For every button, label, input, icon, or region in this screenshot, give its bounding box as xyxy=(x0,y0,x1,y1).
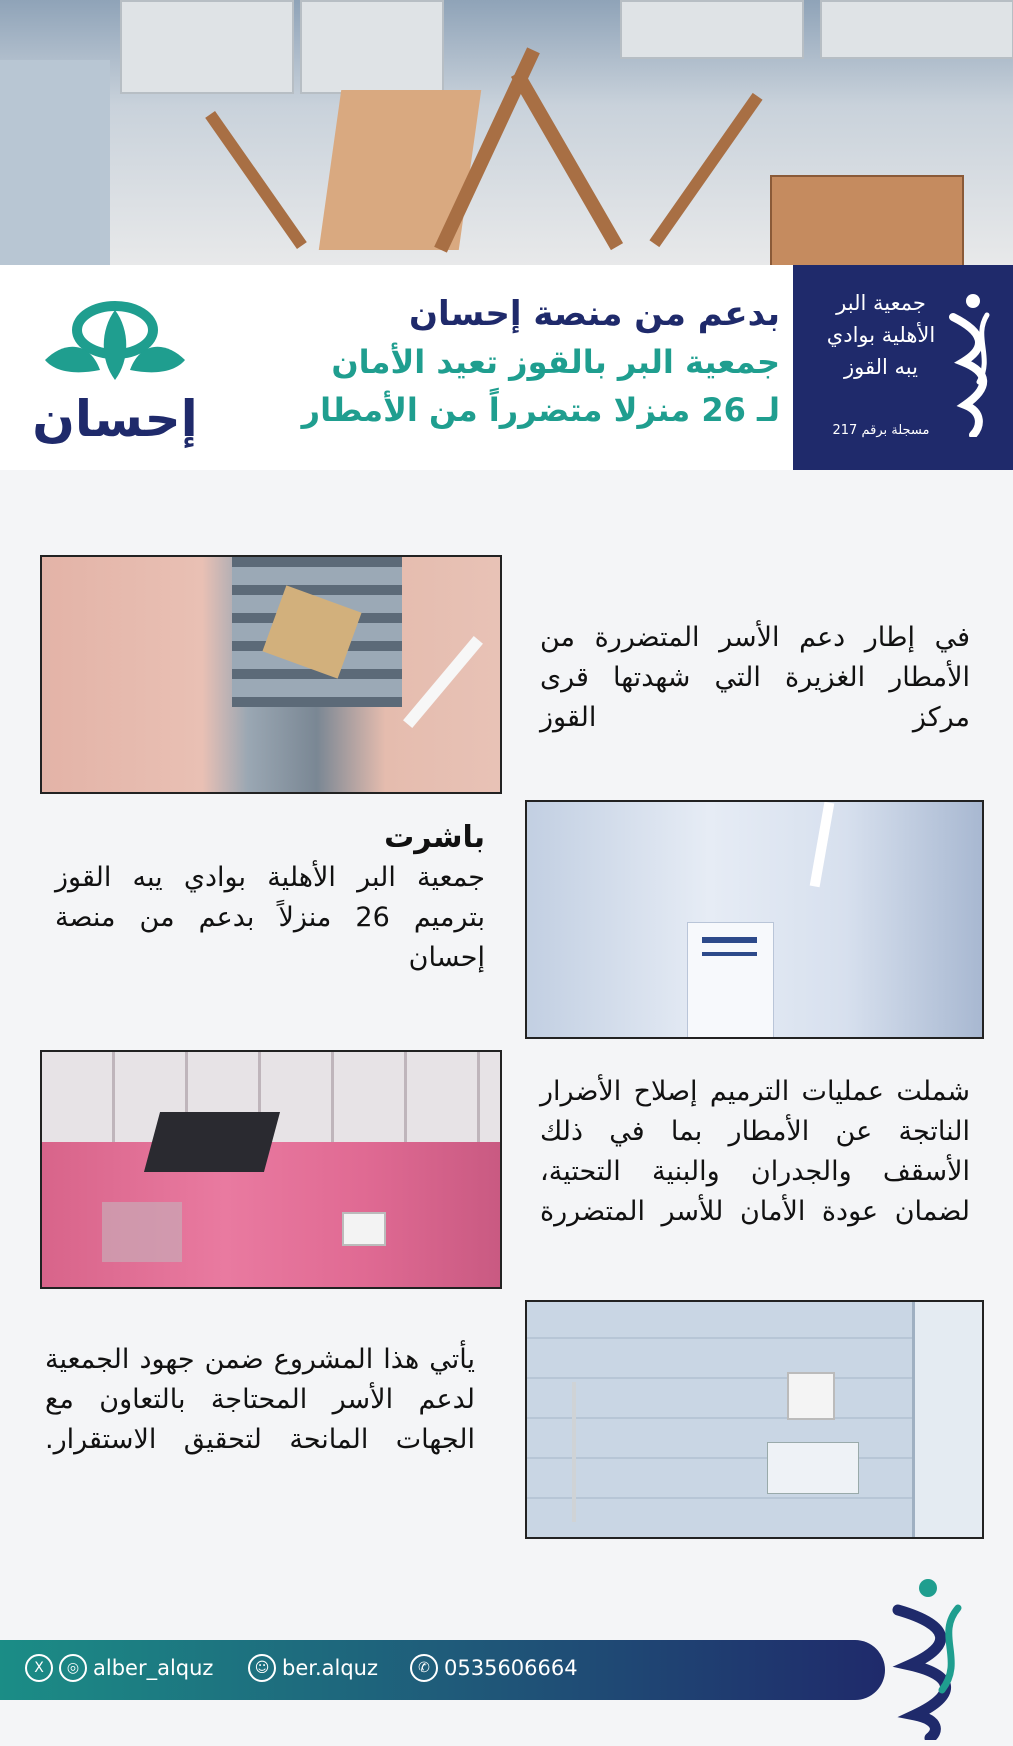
footer-contact-bar xyxy=(0,1640,885,1700)
instagram-icon: ◎ xyxy=(59,1654,87,1682)
association-badge xyxy=(793,265,1013,470)
photo-renovated-bathroom xyxy=(525,1300,984,1539)
section-1-text: في إطار دعم الأسر المتضررة من الأمطار الغزيرة التي شهدتها قرى مركز القوز xyxy=(540,622,970,733)
phone-number: 0535606664 xyxy=(444,1656,578,1680)
headline-line-1: بدعم من منصة إحسان xyxy=(408,294,780,334)
headline xyxy=(205,290,780,434)
top-damage-photo xyxy=(0,0,1013,265)
headline-line-2: جمعية البر بالقوز تعيد الأمان xyxy=(331,343,780,381)
association-name: جمعية البر الأهلية بوادي يبه القوز xyxy=(826,291,936,379)
section-2-text: جمعية البر الأهلية بوادي يبه القوز بترميم 26 منزلاً بدعم من منصة إحسان xyxy=(55,862,485,973)
association-footer-logo-icon xyxy=(880,1570,990,1740)
association-registration: مسجلة برقم 217 xyxy=(832,423,930,438)
association-logo-icon xyxy=(943,287,999,437)
footer-phone[interactable] xyxy=(410,1654,578,1682)
footer-snapchat[interactable] xyxy=(248,1654,378,1682)
ihsan-logo-label: إحسان xyxy=(32,390,198,448)
section-3-text: شملت عمليات الترميم إصلاح الأضرار الناتجة عن الأمطار بما في ذلك الأسقف والجدران والبنية التحتية، لضمان عودة الأمان للأسر المتضررة xyxy=(540,1076,970,1227)
whatsapp-icon: ✆ xyxy=(410,1654,438,1682)
photo-renovated-room xyxy=(525,800,984,1039)
headline-line-3: لـ 26 منزلا متضرراً من الأمطار xyxy=(301,391,780,429)
photo-damaged-pink-room xyxy=(40,1050,502,1289)
ihsan-logo xyxy=(25,280,205,460)
photo-damaged-ceiling xyxy=(40,555,502,794)
snapchat-icon: ☺ xyxy=(248,1654,276,1682)
ihsan-leaves-icon xyxy=(25,280,205,390)
section-2-lead: باشرت xyxy=(384,820,485,855)
section-4-text: يأتي هذا المشروع ضمن جهود الجمعية لدعم الأسر المحتاجة بالتعاون مع الجهات المانحة لتحقيق الاستقرار. xyxy=(45,1344,475,1455)
footer-social[interactable] xyxy=(25,1654,213,1682)
snapchat-handle: ber.alquz xyxy=(282,1656,378,1680)
social-handle: alber_alquz xyxy=(93,1656,214,1680)
x-icon: X xyxy=(25,1654,53,1682)
section-2-text-block xyxy=(55,818,485,978)
